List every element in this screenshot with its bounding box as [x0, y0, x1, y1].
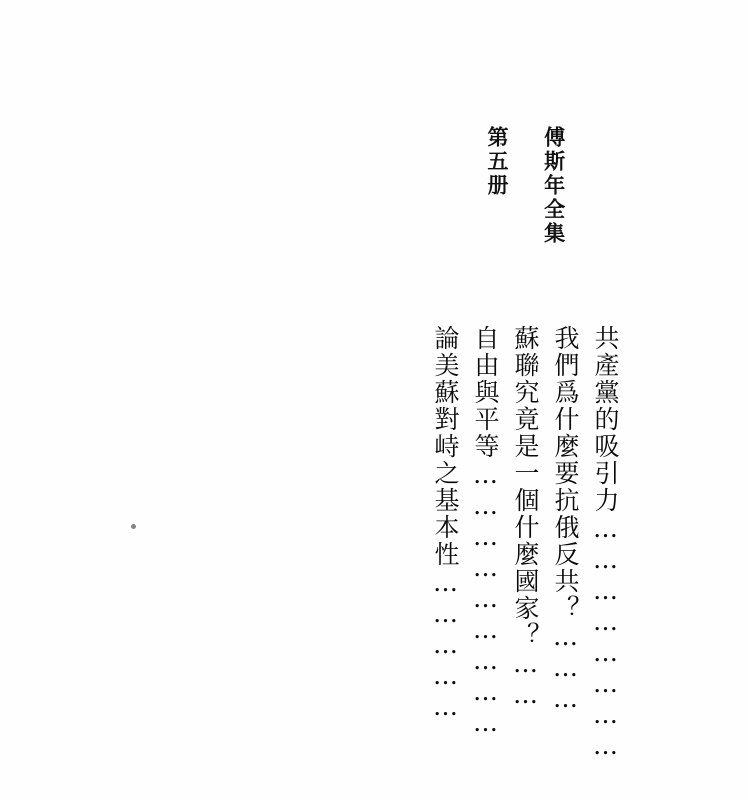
book-title: 傅斯年全集 [541, 126, 567, 246]
toc-entry-title: 論美蘇對峙之基本性 [431, 325, 460, 568]
volume-label: 第五册 [484, 126, 510, 198]
toc-entry-leader: …………………… [591, 514, 620, 762]
toc-entry [578, 325, 618, 762]
running-header [484, 14, 596, 264]
toc-entry [538, 325, 578, 715]
toc-entry-title: 我們爲什麼要抗俄反共？ [551, 325, 580, 622]
toc-entry-title: 自由與平等 [471, 325, 500, 460]
toc-entry [458, 325, 498, 739]
scan-speck [131, 524, 136, 529]
table-of-contents [418, 325, 618, 795]
toc-entry [418, 325, 458, 723]
toc-entry-leader: ……………………… [471, 460, 500, 739]
toc-entry-title: 蘇聯究竟是一個什麼國家？ [511, 325, 540, 649]
toc-entry [498, 325, 538, 711]
toc-entry-leader: ……… [551, 622, 580, 715]
toc-entry-leader: …………… [431, 568, 460, 723]
toc-entry-leader: …… [511, 649, 540, 711]
toc-entry-title: 共產黨的吸引力 [591, 325, 620, 514]
